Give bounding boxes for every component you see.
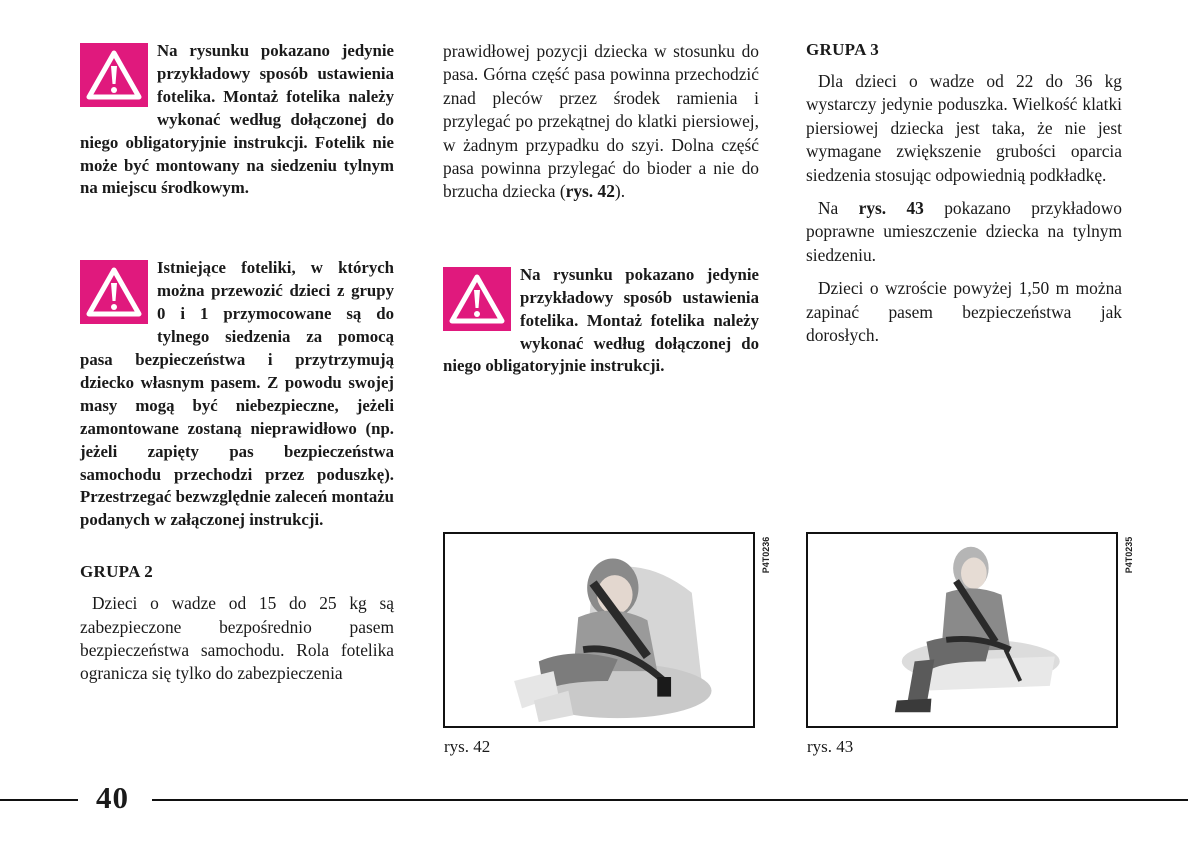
column-2: [443, 40, 759, 378]
figure-42-code: [758, 528, 772, 588]
height-paragraph: Dzieci o wzroście powyżej 1,50 m można zapinać pasem bezpieczeństwa jak dorosłych.: [806, 278, 1122, 346]
warning-triangle-icon: [80, 43, 148, 107]
warning-triangle-icon: [443, 267, 511, 331]
warning-note-1: [80, 40, 394, 200]
group-3-heading: GRUPA 3: [806, 40, 880, 59]
group-2-text: Dzieci o wadze od 15 do 25 kg są zabezpieczone bezpośrednio pasem bezpieczeństwa samochodu. Rola fotelika ogranicza się tylko do zabezpieczenia: [80, 593, 394, 684]
figure-42-caption: rys. 42: [444, 737, 491, 756]
figure-43-caption: rys. 43: [807, 737, 854, 756]
para2-start: Na: [818, 198, 859, 219]
warning-text-1: Na rysunku pokazano jedynie przykładowy sposób ustawienia fotelika. Montaż fotelika należy wykonać według dołączonej do niego obligatoryjnie instrukcji. Fotelik nie może być montowany na siedzeniu tylnym na miejscu środkowym.: [80, 41, 394, 198]
figure-43-code: [1121, 528, 1135, 588]
group-3-text: Dla dzieci o wadze od 22 do 36 kg wystarczy jedynie poduszka. Wielkość klatki piersiowej dziecka jest taka, że nie jest wymagane zwiększenie grubości oparcia siedzenia stosując odpowiednią podkładkę.: [806, 71, 1122, 185]
warning-text-3: Na rysunku pokazano jedynie przykładowy sposób ustawienia fotelika. Montaż fotelika należy wykonać według dołączonej do niego obligatoryjnie instrukcji.: [443, 264, 759, 376]
continuation-text: prawidłowej pozycji dziecka w stosunku do pasa. Górna część pasa powinna przechodzić znad pleców przez środek ramienia i przylegać po przekątnej do klatki piersiowej, w żadnym przypadku do szyi. Dolna część pasa powinna przylegać do bioder a nie do brzucha dziecka (: [443, 41, 759, 202]
figure-43-photo: [806, 532, 1118, 728]
footer-rule-right: [152, 799, 1188, 801]
child-in-booster-seat-illustration: [445, 534, 753, 726]
continuation-paragraph: [443, 40, 759, 204]
warning-note-3: [443, 264, 759, 379]
figure-42-photo: [443, 532, 755, 728]
figure-42-code-text: P4T0236: [761, 536, 771, 574]
continuation-end: ).: [614, 181, 626, 202]
warning-text-2: Istniejące foteliki, w których można przewozić dzieci z grupy 0 i 1 przymocowane są do tylnego siedzenia za pomocą pasa bezpieczeństwa i przytrzymują dziecko własnym pasem. Z powodu swojej masy mogą być niebezpieczne, jeżeli zamontowane zostaną nieprawidłowo (np. jeżeli zapięty pas bezpieczeństwa samochodu przechodzi przez poduszkę). Przestrzegać bezwzględnie zaleceń montażu podanych w załączonej instrukcji.: [80, 258, 394, 530]
column-3: [806, 40, 1122, 347]
child-on-booster-cushion-illustration: [808, 534, 1116, 726]
warning-triangle-icon: [80, 260, 148, 324]
warning-note-2: [80, 257, 394, 532]
column-1: [80, 40, 394, 686]
group-2-heading: GRUPA 2: [80, 562, 154, 582]
figure-43-code-text: P4T0235: [1124, 536, 1134, 574]
figure-reference-43: rys. 43: [858, 198, 924, 219]
page-number: 40: [96, 780, 129, 815]
footer-rule-left: [0, 799, 78, 801]
figure-43-paragraph: [806, 197, 1122, 267]
para2-end: pokazano przykładowo poprawne umieszczenie dziecka na tylnym siedzeniu.: [806, 198, 1122, 265]
figure-reference-42: rys. 42: [565, 181, 615, 202]
